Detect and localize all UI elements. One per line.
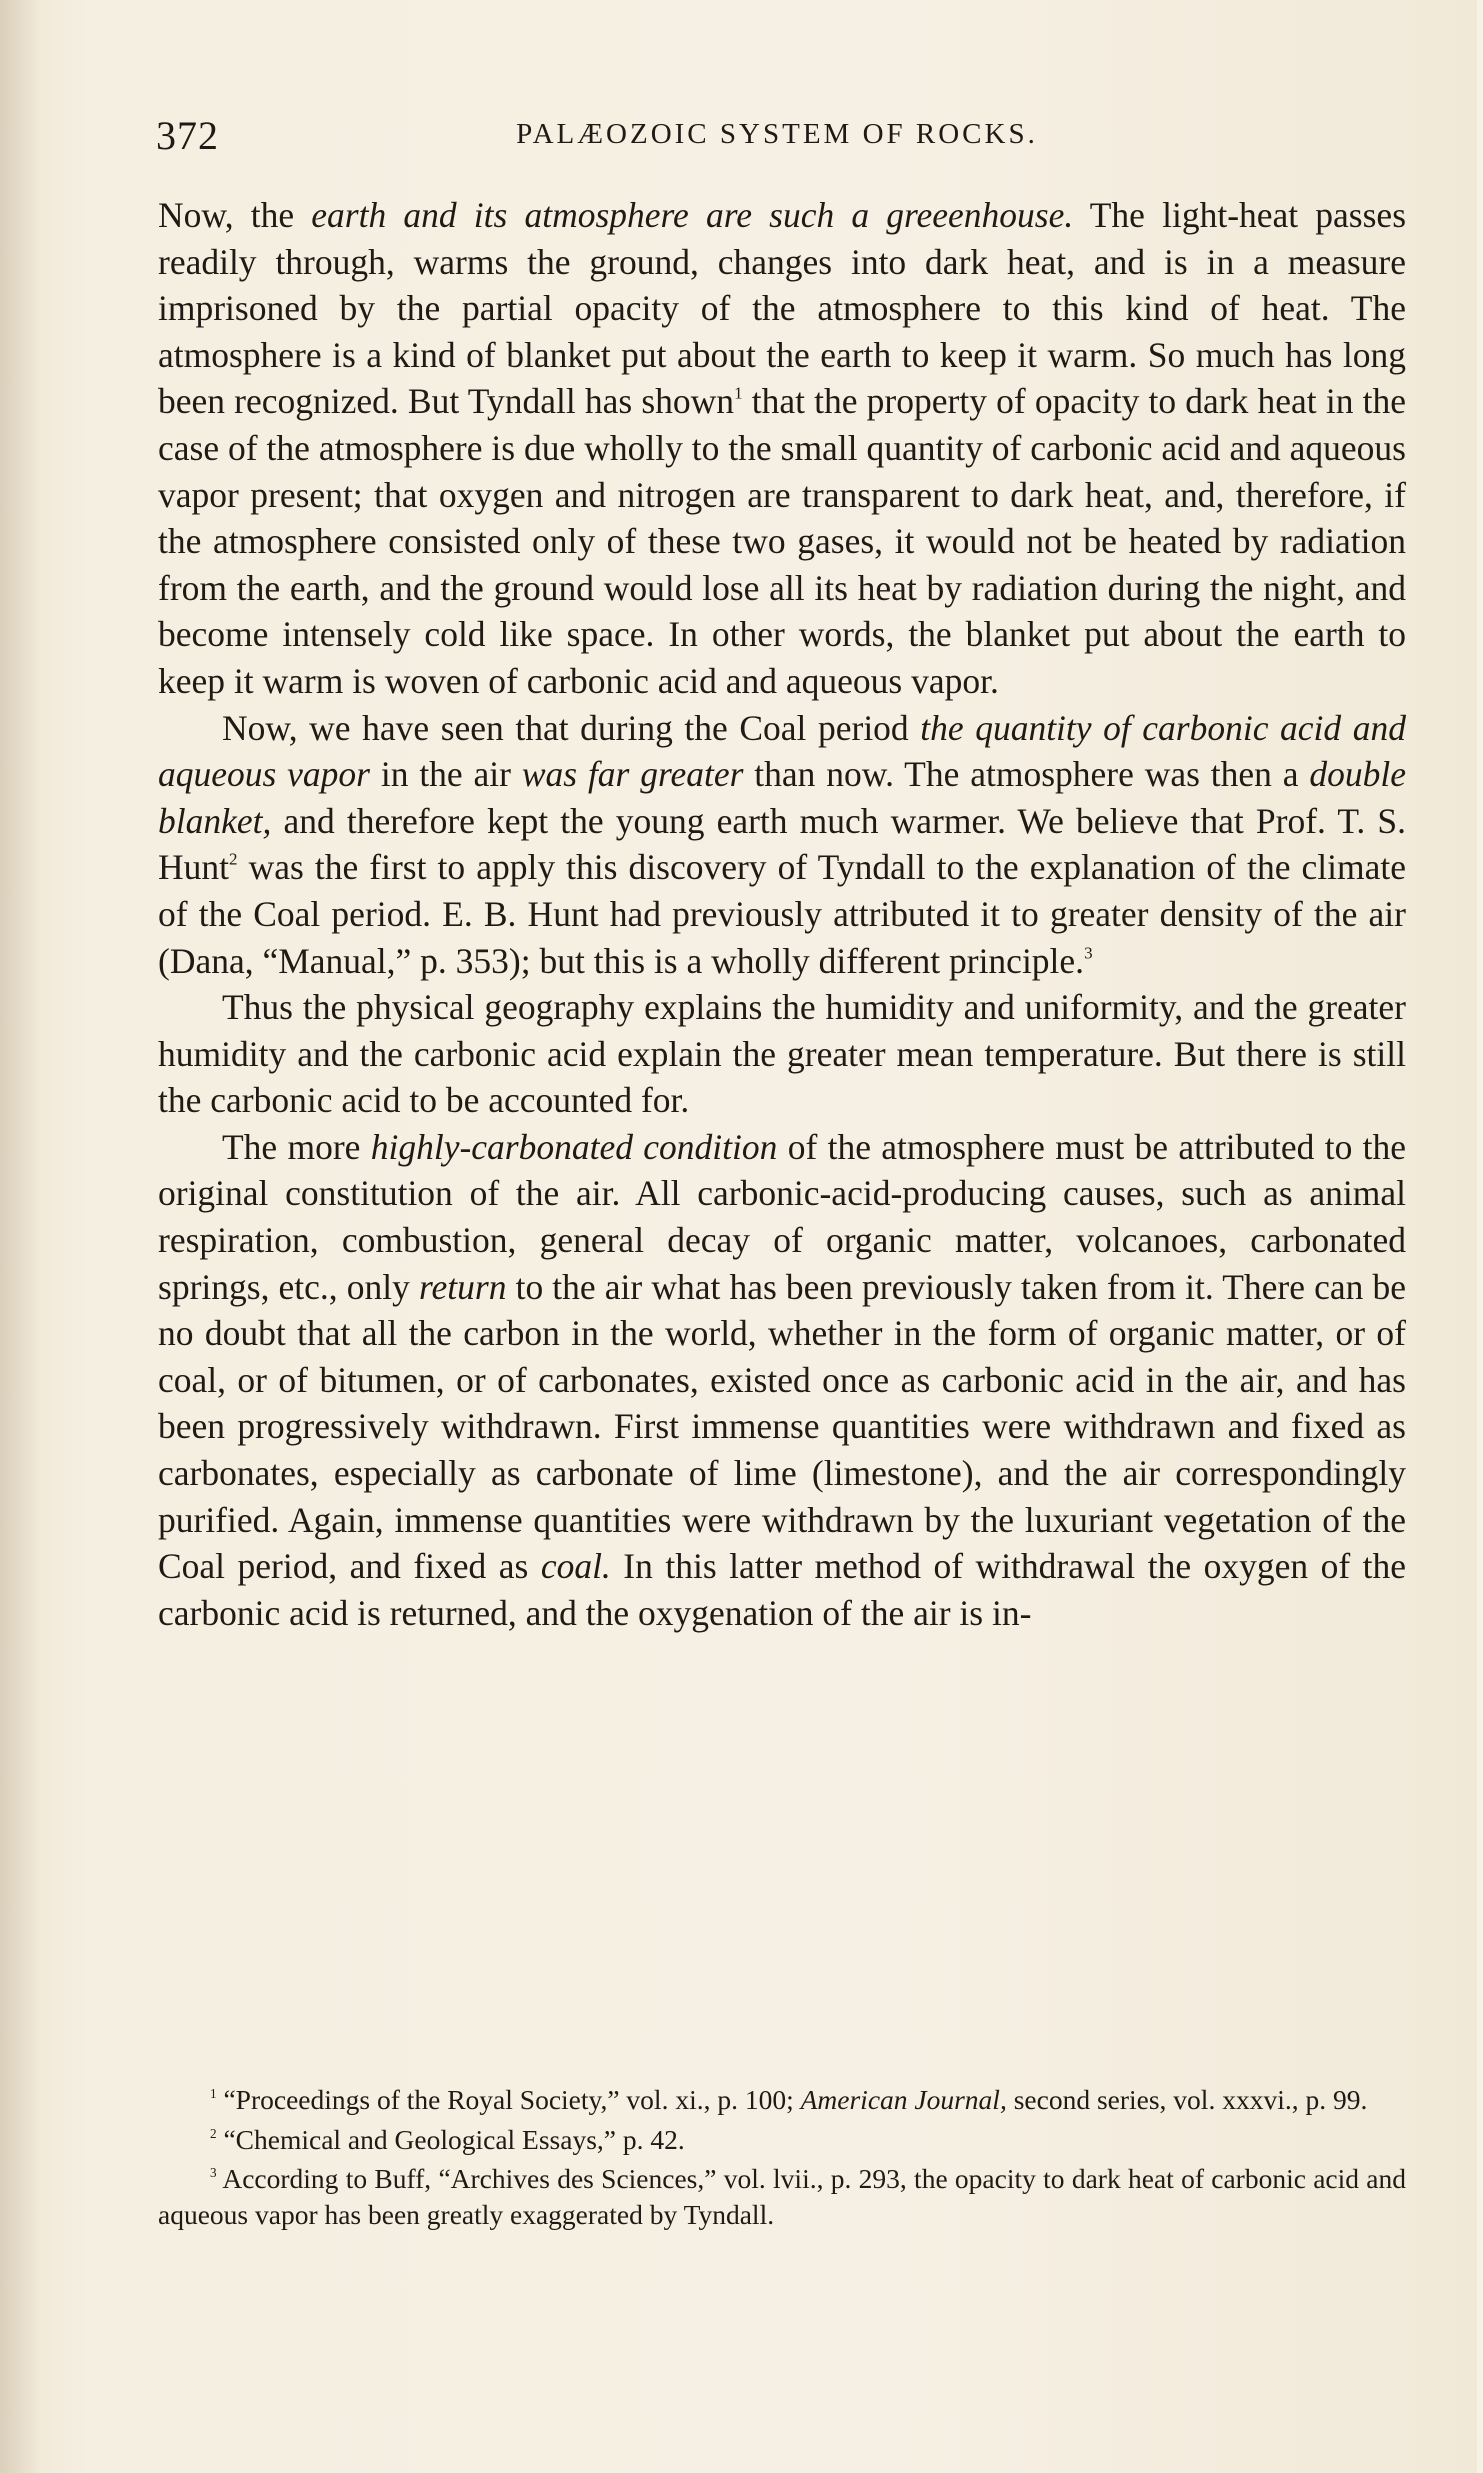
paragraph-2 [158, 705, 1406, 985]
text-run: “Chemical and Geological Essays,” p. 42. [216, 2123, 685, 2155]
footnotes [158, 2082, 1406, 2236]
text-run: In this latter method of withdrawal the oxygen of the carbonic acid is returned, and the oxygenation of the air is in- [158, 1546, 1407, 1633]
text-run: that the property of opacity to dark heat in the case of the atmosphere is due wholly to the small quantity of carbonic acid and aqueous vapor present; that oxygen and nitrogen are transparent to dark heat, and, therefore, if the atmosphere consisted only of these two gases, it would not be heated by radiation from the earth, and the ground would lose all its heat by radiation during the night, and become intensely cold like space. In other words, the blanket put about the earth to keep it warm is woven of carbonic acid and aqueous vapor. [158, 381, 1406, 701]
footnote-1 [158, 2082, 1406, 2118]
footnote-ref-3: 3 [1084, 943, 1093, 963]
italic-run: American Journal, [800, 2084, 1007, 2115]
text-run: Now, we have seen that during the Coal period [222, 707, 921, 748]
footnote-2 [158, 2122, 1406, 2158]
italic-run: highly-carbonated condition [370, 1126, 778, 1167]
text-run: and therefore kept the young earth much warmer. We believe that Prof. T. S. Hunt [158, 800, 1406, 888]
running-head: PALÆOZOIC SYSTEM OF ROCKS. [516, 118, 1038, 150]
page-edge [1477, 0, 1483, 2473]
italic-run: coal. [540, 1546, 611, 1587]
text-run: According to Buff, “Archives des Sciences,” vol. lvii., p. 293, the opacity to dark heat of carbonic acid and aqueous vapor has been greatly exaggerated by Tyndall. [158, 2163, 1406, 2230]
text-run: in the air [370, 754, 522, 795]
footnote-number: 1 [210, 2085, 217, 2101]
footnote-3 [158, 2161, 1406, 2232]
body-text [158, 192, 1406, 1636]
footnote-number: 2 [210, 2125, 217, 2141]
text-run: was the first to apply this discovery of Tyndall to the explanation of the climate of the Coal period. E. B. Hunt had previously attributed it to greater density of the air (Dana, “Manual,” p. 353); but this is a wholly different principle. [158, 847, 1406, 981]
text-run: “Proceedings of the Royal Society,” vol. xi., p. 100; [216, 2084, 801, 2115]
paragraph-4 [158, 1124, 1406, 1637]
footnote-ref-2: 2 [229, 849, 238, 869]
page-number: 372 [156, 113, 219, 158]
italic-run: the quantity of carbonic acid and aqueous vapor [158, 707, 1406, 795]
text-run: Thus the physical geography explains the humidity and uniformity, and the greater humidity and the carbonic acid explain the greater mean temperature. But there is still the carbonic acid to be accounted for. [158, 987, 1406, 1121]
text-run: Now, the [158, 195, 312, 235]
text-run: The more [222, 1126, 371, 1167]
binding-shadow [0, 0, 40, 2473]
page-header [156, 108, 1398, 164]
text-run: to the air what has been previously taken from it. There can be no doubt that all the carbon in the world, whether in the form of organic matter, or of coal, or of bitumen, or of carbonates, existed once as carbonic acid in the air, and has been progressively withdrawn. First immense quantities were withdrawn and fixed as carbonates, especially as carbonate of lime (limestone), and the air correspondingly purified. Again, immense quantities were withdrawn by the luxuriant vegetation of the Coal period, and fixed as [158, 1266, 1406, 1587]
footnote-ref-1: 1 [734, 383, 743, 403]
paragraph-3 [158, 984, 1406, 1124]
italic-run: return [419, 1266, 507, 1307]
paragraph-1 [158, 192, 1406, 705]
text-run: of the atmosphere must be attributed to the original constitution of the air. All carbonic-acid-producing causes, such as animal respiration, combustion, general decay of organic matter, volcanoes, carbonated springs, etc., only [158, 1126, 1406, 1307]
footnote-number: 3 [210, 2164, 217, 2180]
text-run: than now. The atmosphere was then a [743, 754, 1310, 795]
text-run: The light-heat passes readily through, warms the ground, changes into dark heat, and is in a measure imprisoned by the partial opacity of the atmosphere to this kind of heat. The atmosphere is a kind of blanket put about the earth to keep it warm. So much has long been recognized. But Tyndall has shown [158, 195, 1407, 422]
italic-run: earth and its atmosphere are such a greeenhouse. [311, 195, 1074, 235]
italic-run: double blanket, [158, 754, 1406, 841]
text-run: second series, vol. xxxvi., p. 99. [1006, 2084, 1368, 2115]
italic-run: was far greater [521, 754, 744, 795]
